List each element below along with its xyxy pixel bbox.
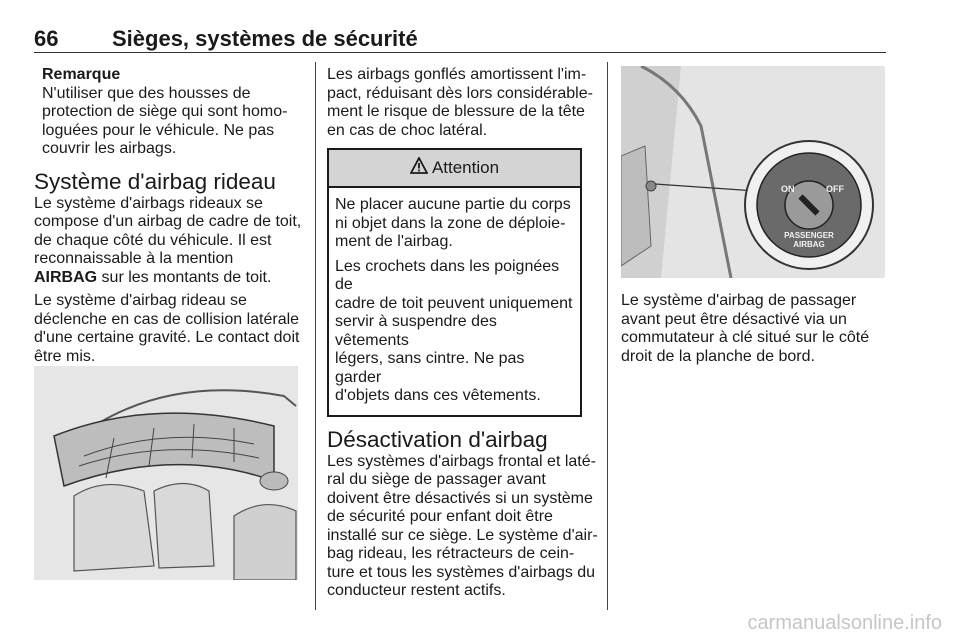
note-line: N'utiliser que des housses de bbox=[42, 84, 251, 102]
curtain-airbag-illustration bbox=[34, 366, 298, 580]
switch-label-on: ON bbox=[781, 184, 795, 194]
text-line: avant peut être désactivé via un bbox=[621, 310, 847, 328]
section-heading-curtain-airbag: Système d'airbag rideau bbox=[34, 168, 276, 194]
text-line: ral du siège de passager avant bbox=[327, 471, 546, 488]
text-line: bag rideau, les rétracteurs de cein- bbox=[327, 545, 575, 562]
text-line: Ne placer aucune partie du corps bbox=[335, 196, 571, 213]
text-fragment: sur les montants de toit. bbox=[97, 268, 272, 286]
text-line: Les crochets dans les poignées de bbox=[335, 257, 560, 293]
switch-label-airbag: AIRBAG bbox=[793, 240, 825, 249]
curtain-airbag-drawing bbox=[34, 366, 298, 580]
text-line: déclenche en cas de collision latérale bbox=[34, 310, 300, 328]
text-line: ment de l'airbag. bbox=[335, 233, 453, 250]
airbag-key-switch-illustration bbox=[621, 66, 885, 278]
text-line: pact, réduisant dès lors considérable- bbox=[327, 84, 593, 102]
paragraph-curtain-airbag-2 bbox=[34, 292, 306, 366]
text-line: en cas de choc latéral. bbox=[327, 121, 488, 139]
page-number: 66 bbox=[34, 26, 59, 51]
text-line: Les airbags gonflés amortissent l'im- bbox=[327, 66, 587, 83]
warning-triangle-icon bbox=[410, 157, 428, 179]
text-line: doivent être désactivés si un système bbox=[327, 489, 593, 507]
text-line: ni objet dans la zone de déploie- bbox=[335, 214, 566, 232]
note-line: protection de siège qui sont homo- bbox=[42, 103, 288, 120]
attention-body bbox=[329, 188, 580, 415]
column-divider-2 bbox=[607, 62, 608, 610]
text-line: Les systèmes d'airbags frontal et laté- bbox=[327, 452, 596, 470]
paragraph-airbag-deactivation bbox=[327, 453, 599, 601]
attention-header bbox=[329, 150, 580, 188]
text-line: d'objets dans ces vêtements. bbox=[335, 387, 541, 404]
text-line: servir à suspendre des vêtements bbox=[335, 313, 497, 349]
header-rule bbox=[34, 52, 886, 53]
section-title: Sièges, systèmes de sécurité bbox=[112, 26, 418, 51]
text-line: Le système d'airbag rideau se bbox=[34, 292, 247, 309]
switch-label-passenger: PASSENGER bbox=[784, 231, 834, 240]
column-2 bbox=[327, 66, 599, 601]
text-line: être mis. bbox=[34, 347, 96, 365]
text-line: Le système d'airbag de passager bbox=[621, 292, 857, 309]
paragraph-airbag-intro bbox=[327, 66, 599, 140]
text-line: compose d'un airbag de cadre de toit, bbox=[34, 213, 302, 230]
watermark: carmanualsonline.info bbox=[747, 612, 942, 634]
note-title: Remarque bbox=[42, 66, 121, 83]
text-line: d'une certaine gravité. Le contact doit bbox=[34, 329, 300, 346]
text-line: cadre de toit peuvent uniquement bbox=[335, 294, 573, 312]
paragraph-curtain-airbag-1 bbox=[34, 195, 306, 288]
switch-label-off: OFF bbox=[826, 184, 844, 194]
text-line: reconnaissable à la mention bbox=[34, 250, 234, 267]
text-line: commutateur à clé situé sur le côté bbox=[621, 329, 870, 346]
column-1 bbox=[34, 66, 306, 366]
note-line: couvrir les airbags. bbox=[42, 140, 177, 157]
text-line: conducteur restent actifs. bbox=[327, 582, 506, 599]
airbag-label: AIRBAG bbox=[34, 268, 98, 286]
text-line: ment le risque de blessure de la tête bbox=[327, 103, 585, 120]
text-line: légers, sans cintre. Ne pas garder bbox=[335, 350, 525, 386]
text-line: Le système d'airbags rideaux se bbox=[34, 194, 263, 212]
column-3 bbox=[621, 292, 885, 366]
text-line: ture et tous les systèmes d'airbags du bbox=[327, 563, 596, 581]
note bbox=[34, 66, 306, 159]
text-line bbox=[34, 269, 306, 288]
column-divider-1 bbox=[315, 62, 316, 610]
key-switch-drawing bbox=[621, 66, 885, 278]
attention-label: Attention bbox=[431, 157, 500, 177]
text-line: de chaque côté du véhicule. Il est bbox=[34, 231, 272, 249]
section-heading-airbag-deactivation: Désactivation d'airbag bbox=[327, 426, 548, 452]
note-line: loguées pour le véhicule. Ne pas bbox=[42, 121, 275, 139]
text-line: installé sur ce siège. Le système d'air- bbox=[327, 526, 598, 544]
attention-box bbox=[327, 148, 582, 417]
text-line: de sécurité pour enfant doit être bbox=[327, 508, 553, 525]
text-line: droit de la planche de bord. bbox=[621, 347, 815, 365]
